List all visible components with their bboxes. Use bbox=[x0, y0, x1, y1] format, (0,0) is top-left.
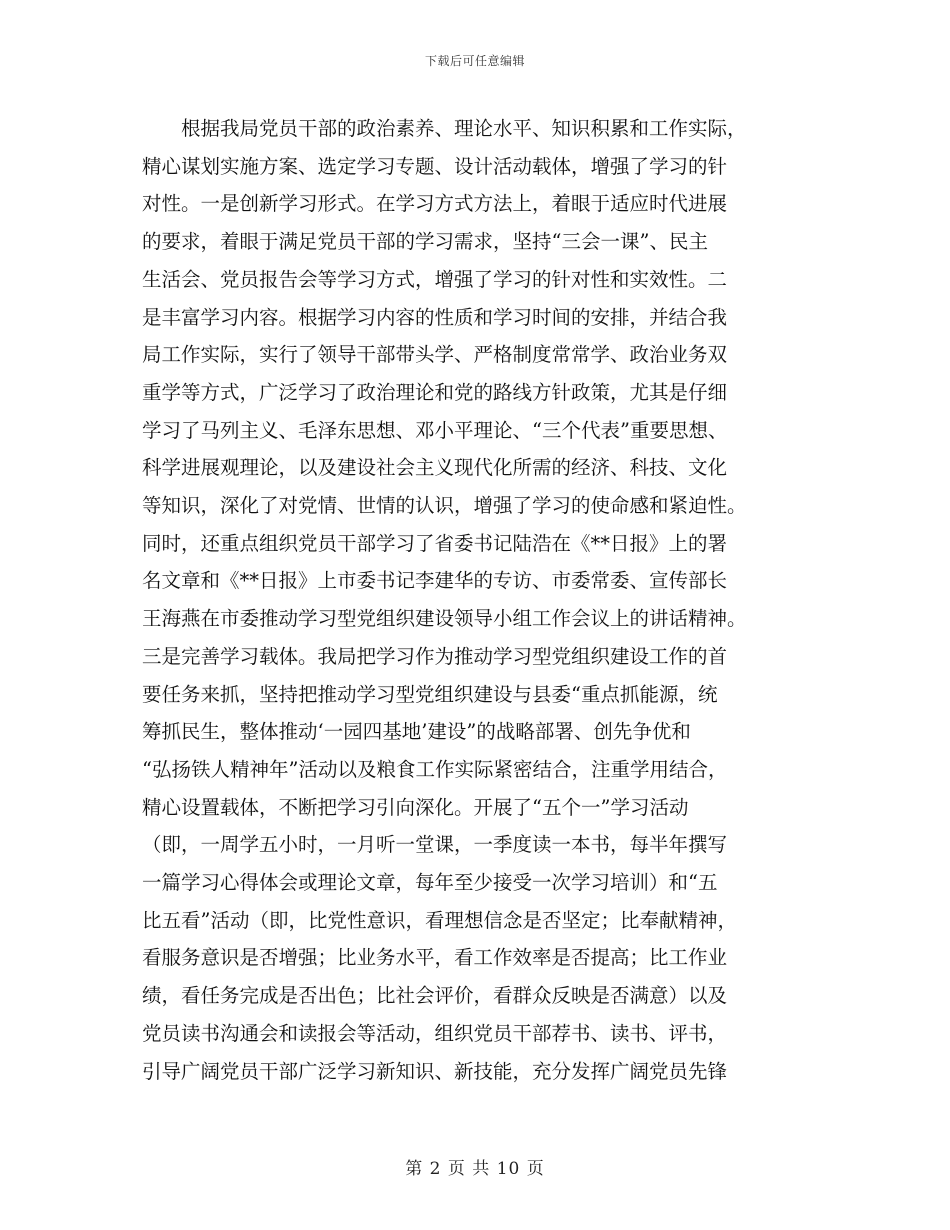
text-line: 要任务来抓，坚持把推动学习型党组织建设与县委“重点抓能源，统 bbox=[142, 682, 718, 706]
text-line: 局工作实际，实行了领导干部带头学、严格制度常常学、政治业务双 bbox=[142, 343, 728, 367]
text-line: 精心谋划实施方案、选定学习专题、设计活动载体，增强了学习的针 bbox=[142, 154, 728, 178]
page-footer: 第 2 页 共 10 页 bbox=[405, 1159, 545, 1179]
text-line: 对性。一是创新学习形式。在学习方式方法上，着眼于适应时代进展 bbox=[142, 192, 728, 216]
text-line: 同时，还重点组织党员干部学习了省委书记陆浩在《**日报》上的署 bbox=[142, 531, 728, 555]
text-line: 精心设置载体，不断把学习引向深化。开展了“五个一”学习活动 bbox=[142, 795, 689, 819]
text-line: 重学等方式，广泛学习了政治理论和党的路线方针政策，尤其是仔细 bbox=[142, 380, 728, 404]
text-line: 王海燕在市委推动学习型党组织建设领导小组工作会议上的讲话精神。 bbox=[142, 607, 747, 631]
text-line: 名文章和《**日报》上市委书记李建华的专访、市委常委、宣传部长 bbox=[142, 569, 728, 593]
text-line: 等知识，深化了对党情、世情的认识，增强了学习的使命感和紧迫性。 bbox=[142, 494, 747, 518]
text-line: 党员读书沟通会和读报会等活动，组织党员干部荐书、读书、评书， bbox=[142, 1021, 728, 1045]
text-line: 生活会、党员报告会等学习方式，增强了学习的针对性和实效性。二 bbox=[142, 267, 728, 291]
page-header: 下载后可任意编辑 bbox=[424, 54, 525, 68]
text-line: 一篇学习心得体会或理论文章，每年至少接受一次学习培训）和“五 bbox=[142, 871, 718, 895]
text-line: 看服务意识是否增强；比业务水平，看工作效率是否提高；比工作业 bbox=[142, 946, 728, 970]
text-line: 比五看”活动（即，比党性意识，看理想信念是否坚定；比奉献精神， bbox=[142, 908, 737, 932]
text-line: 的要求，着眼于满足党员干部的学习需求，坚持“三会一课”、民主 bbox=[142, 230, 708, 254]
text-line: 筹抓民生，整体推动‘一园四基地’建设”的战略部署、创先争优和 bbox=[142, 720, 691, 744]
text-line: 根据我局党员干部的政治素养、理论水平、知识积累和工作实际， bbox=[142, 117, 747, 140]
text-line: 引导广阔党员干部广泛学习新知识、新技能，充分发挥广阔党员先锋 bbox=[142, 1059, 728, 1083]
text-line: （即，一周学五小时，一月听一堂课，一季度读一本书，每半年撰写 bbox=[142, 833, 728, 857]
text-line: 绩，看任务完成是否出色；比社会评价，看群众反映是否满意）以及 bbox=[142, 984, 728, 1008]
text-line: 科学进展观理论，以及建设社会主义现代化所需的经济、科技、文化 bbox=[142, 456, 728, 480]
body-text bbox=[142, 110, 808, 1090]
text-line: 学习了马列主义、毛泽东思想、邓小平理论、“三个代表”重要思想、 bbox=[142, 418, 728, 442]
text-line: “弘扬铁人精神年”活动以及粮食工作实际紧密结合，注重学用结合， bbox=[142, 757, 728, 781]
text-line: 三是完善学习载体。我局把学习作为推动学习型党组织建设工作的首 bbox=[142, 644, 728, 668]
text-line: 是丰富学习内容。根据学习内容的性质和学习时间的安排，并结合我 bbox=[142, 305, 728, 329]
